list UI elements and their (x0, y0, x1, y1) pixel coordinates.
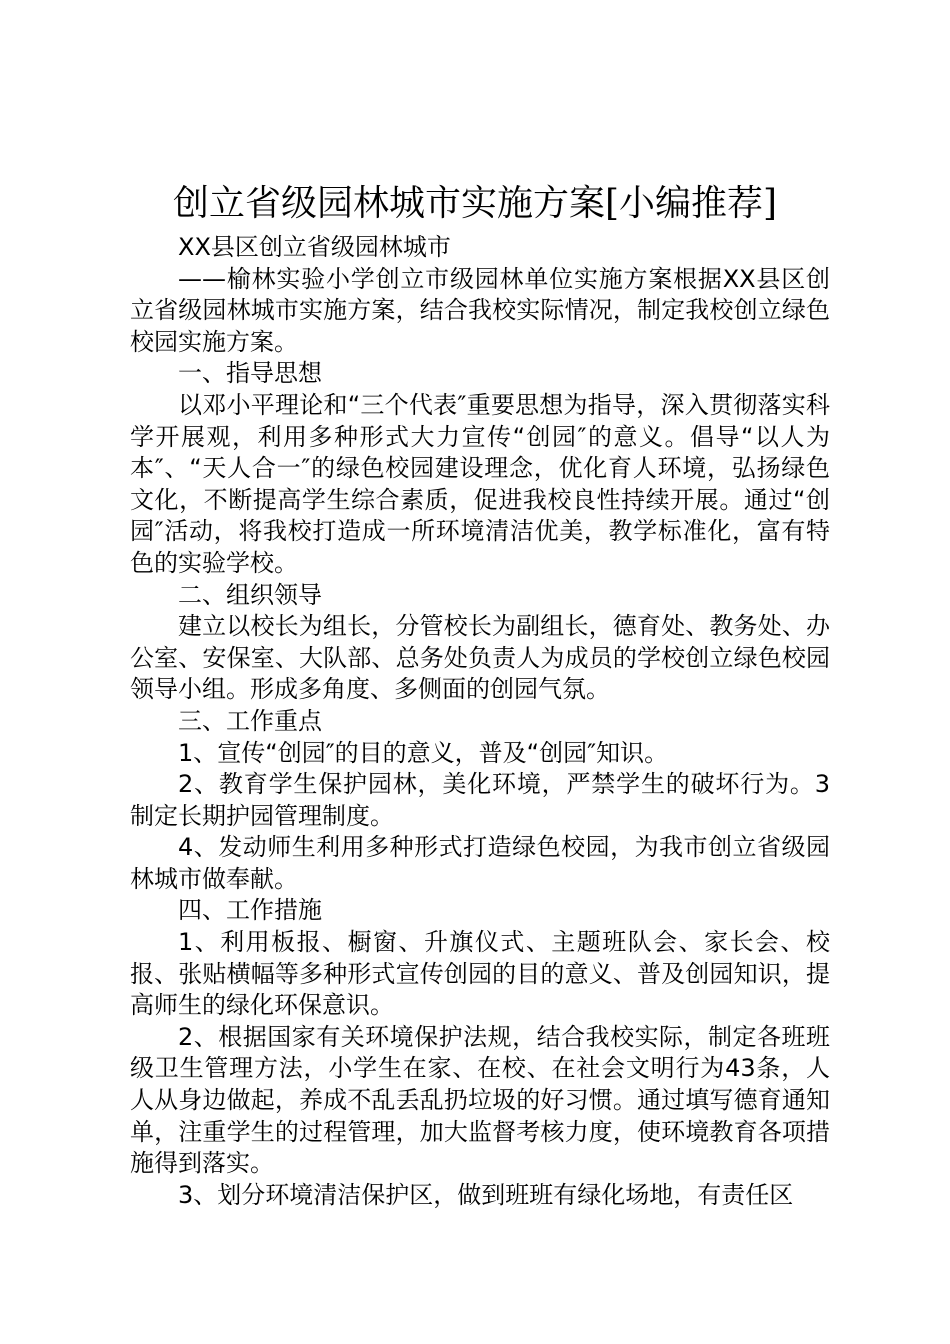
document-title: 创立省级园林城市实施方案[小编推荐] (172, 183, 778, 224)
list-item: 2、教育学生保护园林，美化环境，严禁学生的破坏行为。3制定长期护园管理制度。 (130, 770, 830, 830)
list-item: 1、利用板报、橱窗、升旗仪式、主题班队会、家长会、校报、张贴横幅等多种形式宣传创园的目的意义、普及创园知识，提高师生的绿化环保意识。 (130, 928, 830, 1020)
paragraph: XX县区创立省级园林城市 (178, 233, 451, 261)
paragraph: 建立以校长为组长，分管校长为副组长，德育处、教务处、办公室、安保室、大队部、总务处负责人为成员的学校创立绿色校园领导小组。形成多角度、多侧面的创园气氛。 (130, 612, 830, 704)
document-body (130, 232, 830, 1211)
list-item: 2、根据国家有关环境保护法规，结合我校实际，制定各班班级卫生管理方法，小学生在家、在校、在社会文明行为43条，人人从身边做起，养成不乱丢乱扔垃圾的好习惯。通过填写德育通知单，注重学生的过程管理，加大监督考核力度，使环境教育各项措施得到落实。 (130, 1022, 830, 1178)
list-item: 4、发动师生利用多种形式打造绿色校园，为我市创立省级园林城市做奉献。 (130, 833, 830, 893)
section-heading: 三、工作重点 (178, 706, 322, 735)
paragraph: ——榆林实验小学创立市级园林单位实施方案根据XX县区创立省级园林城市实施方案，结合我校实际情况，制定我校创立绿色校园实施方案。 (130, 264, 830, 356)
section-heading: 四、工作措施 (178, 896, 322, 925)
list-item: 3、划分环境清洁保护区，做到班班有绿化场地，有责任区 (178, 1180, 794, 1209)
paragraph: 以邓小平理论和“三个代表″重要思想为指导，深入贯彻落实科学开展观，利用多种形式大力宣传“创园″的意义。倡导“以人为本″、“天人合一″的绿色校园建设理念，优化育人环境，弘扬绿色文化，不断提高学生综合素质，促进我校良性持续开展。通过“创园″活动，将我校打造成一所环境清洁优美，教学标准化，富有特色的实验学校。 (130, 390, 830, 577)
section-heading: 一、指导思想 (178, 359, 322, 388)
list-item: 1、宣传“创园″的目的意义，普及“创园″知识。 (178, 738, 669, 767)
section-heading: 二、组织领导 (178, 580, 322, 609)
